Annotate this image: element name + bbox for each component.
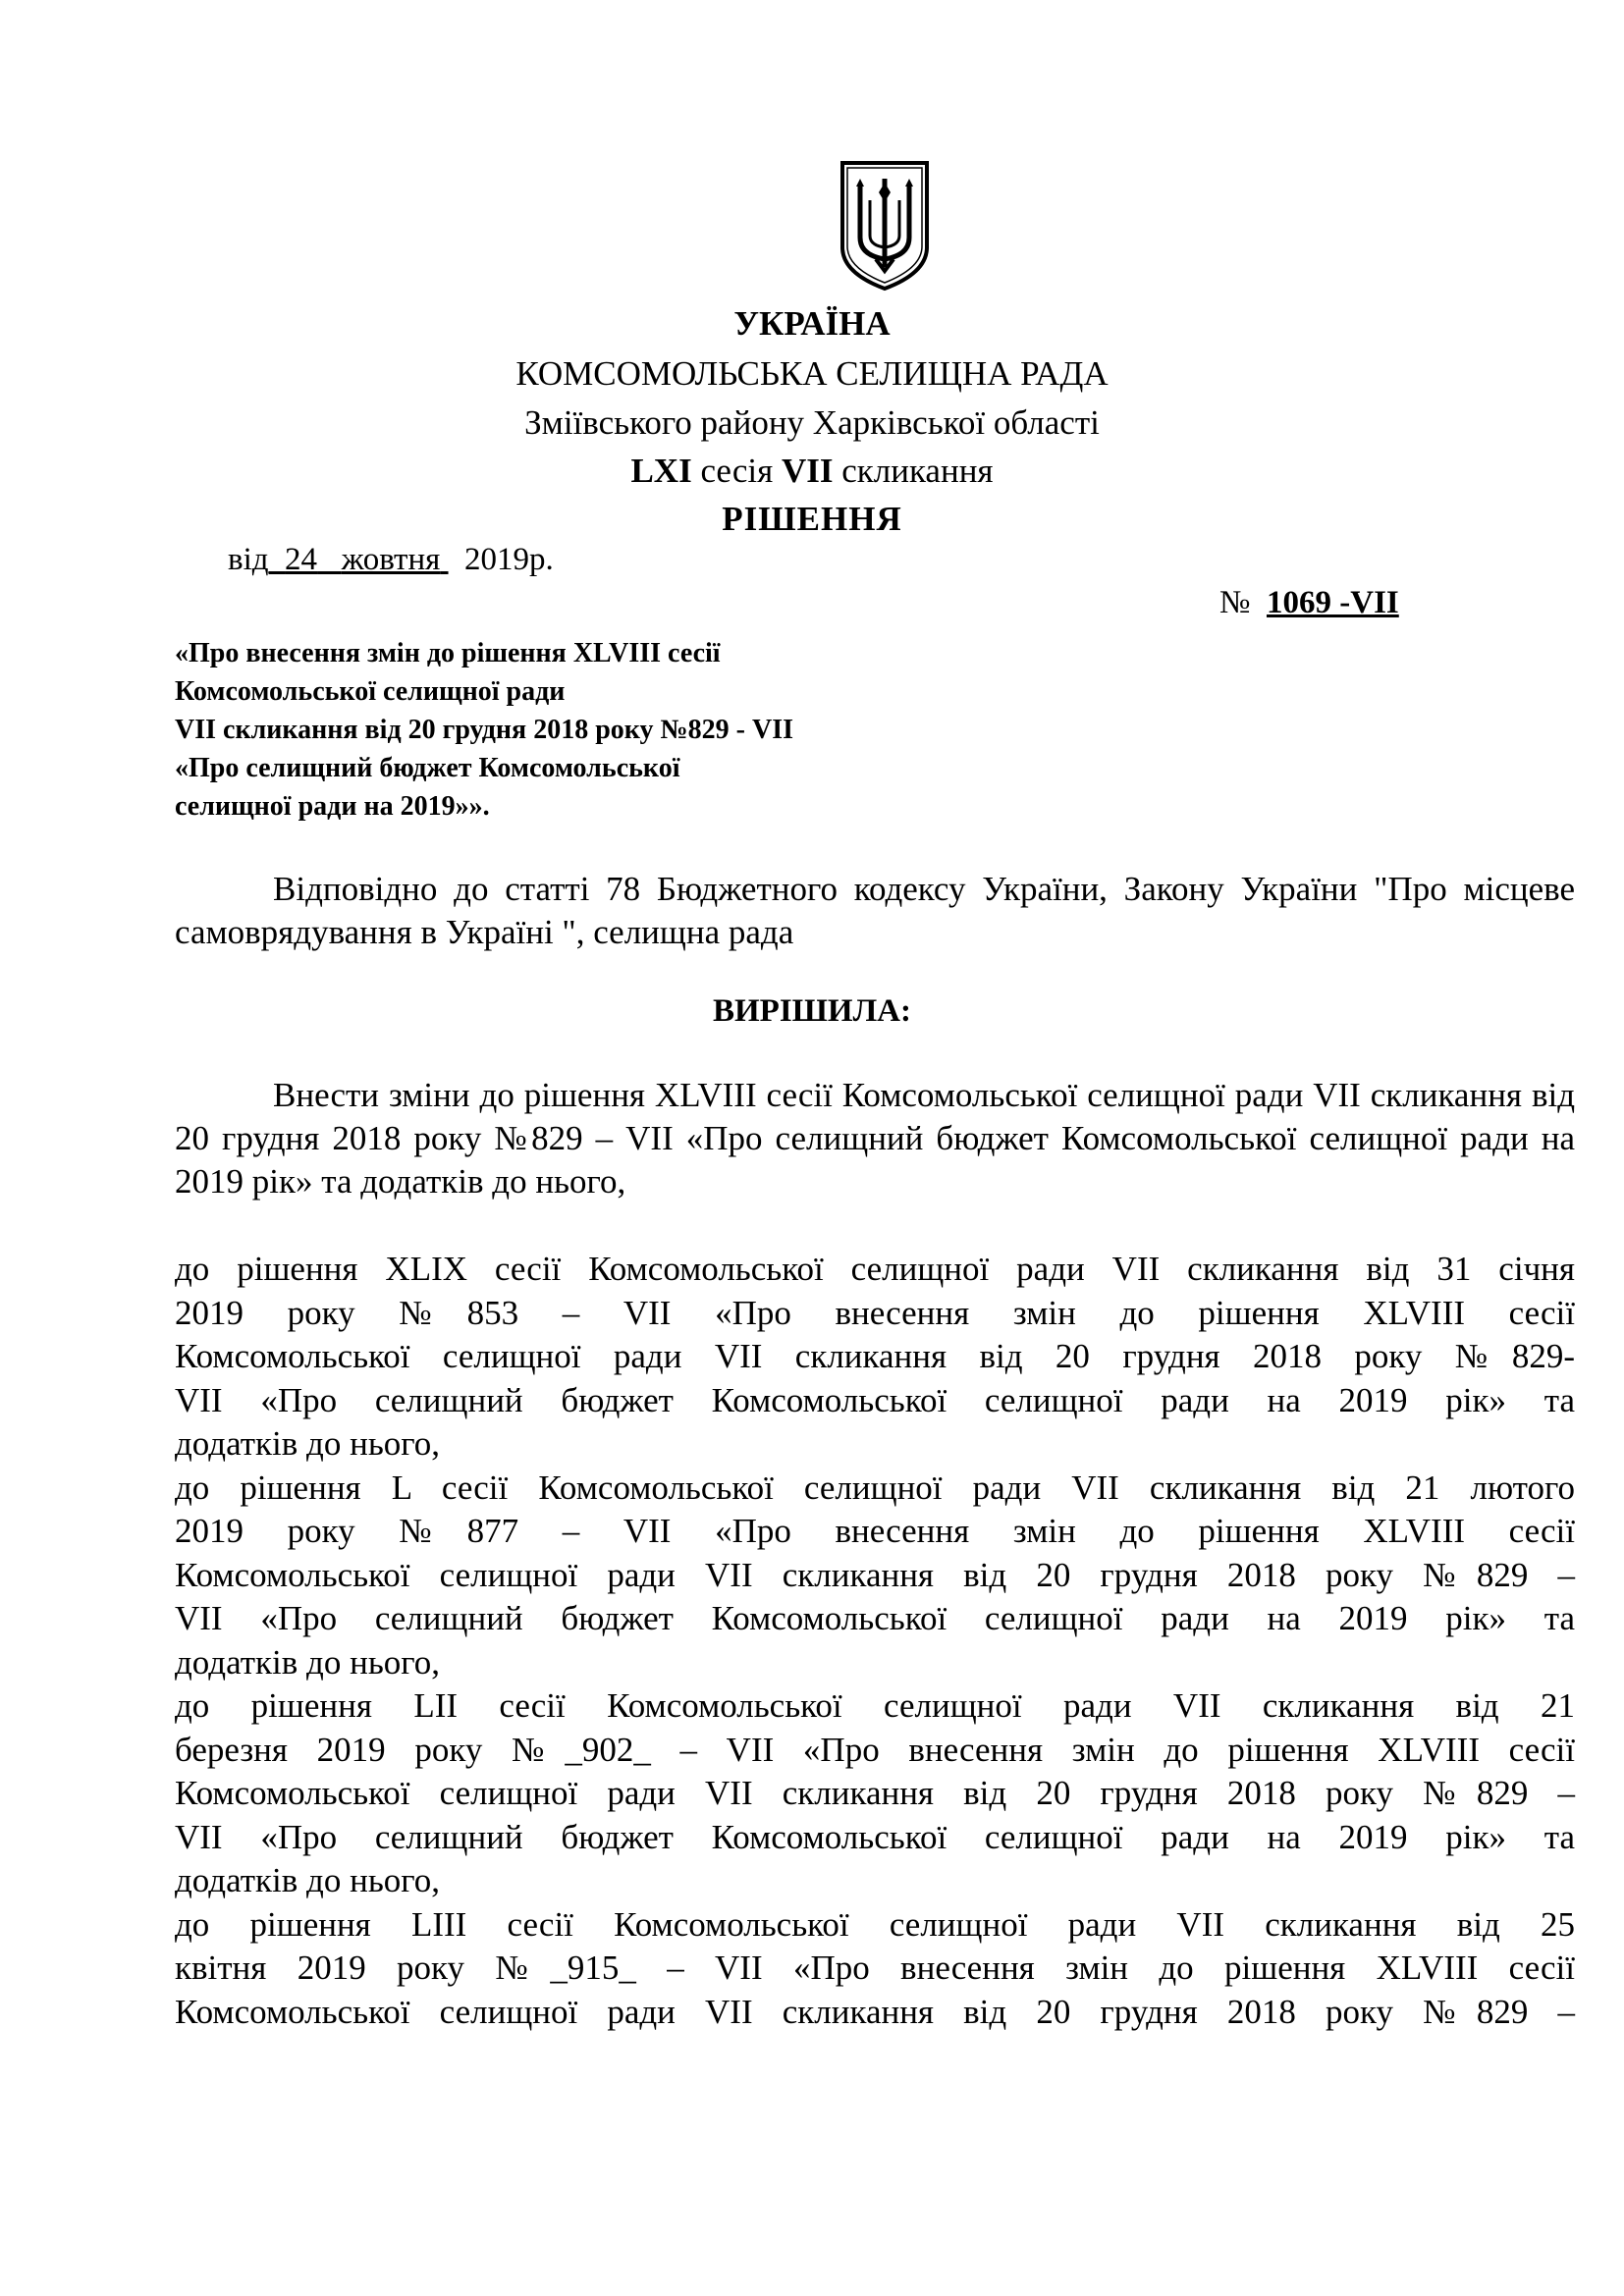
date-year: 2019р. (464, 542, 554, 577)
decision-date (228, 538, 554, 581)
reference-line: Комсомольської селищної ради VII скликання від 20 грудня 2018 року №829 – (175, 1992, 1575, 2031)
reference-list (175, 1248, 1575, 2034)
reference-line: Комсомольської селищної ради VII скликання від 20 грудня 2018 року №829- (175, 1337, 1575, 1375)
reference-line: до рішення LIII сесії Комсомольської селищної ради VII скликання від 25 (175, 1904, 1575, 1944)
reference-line: VII «Про селищний бюджет Комсомольської селищної ради на 2019 рік» та (175, 1380, 1575, 1419)
reference-line: Комсомольської селищної ради VII скликання від 20 грудня 2018 року №829 – (175, 1774, 1575, 1812)
decision-number (1219, 581, 1399, 624)
council-title: КОМСОМОЛЬСЬКА СЕЛИЩНА РАДА (515, 354, 1109, 393)
convocation-word: скликання (833, 452, 994, 490)
resolve-heading: ВИРІШИЛА: (713, 993, 911, 1029)
subject-line: «Про внесення змін до рішення XLVIII сесії (175, 638, 721, 668)
reference-line: до рішення L сесії Комсомольської селищної ради VII скликання від 21 лютого (175, 1468, 1575, 1507)
date-month: жовтня (341, 542, 441, 577)
session-number: LXI (630, 452, 692, 490)
reference-line: 2019 року №853 – VII «Про внесення змін до рішення XLVIII сесії (175, 1293, 1575, 1332)
reference-line: додатків до нього, (175, 1424, 441, 1463)
reference-line: додатків до нього, (175, 1861, 441, 1899)
country-title: УКРАЇНА (733, 304, 891, 343)
subject-line: селищної ради на 2019»». (175, 791, 490, 822)
date-day: 24 (285, 542, 318, 577)
reference-line: додатків до нього, (175, 1642, 441, 1682)
reference-line: 2019 року №877 – VII «Про внесення змін до рішення XLVIII сесії (175, 1512, 1575, 1550)
reference-line: до рішення XLIX сесії Комсомольської селищної ради VII скликання від 31 січня (175, 1250, 1575, 1288)
number-value: 1069 -VII (1267, 585, 1399, 620)
subject-line: «Про селищний бюджет Комсомольської (175, 753, 680, 783)
decision-subject (175, 634, 1058, 826)
date-prefix: від (228, 542, 269, 577)
reference-line: Комсомольської селищної ради VII скликання від 20 грудня 2018 року №829 – (175, 1555, 1575, 1594)
subject-line: VII скликання від 20 грудня 2018 року №829 - VII (175, 715, 793, 745)
reference-line: до рішення LII сесії Комсомольської селищної ради VII скликання від 21 (175, 1686, 1575, 1725)
convocation-number: VII (781, 452, 834, 490)
subject-line: Комсомольської селищної ради (175, 676, 566, 707)
reference-line: VII «Про селищний бюджет Комсомольської селищної ради на 2019 рік» та (175, 1817, 1575, 1856)
document-type: РІШЕННЯ (722, 500, 902, 538)
coat-of-arms-trident-icon (837, 157, 933, 294)
reference-line: квітня 2019 року №_915_ – VII «Про внесення змін до рішення XLVIII сесії (175, 1949, 1575, 1987)
district-line: Зміївського району Харківської області (524, 403, 1100, 442)
main-paragraph: Внести зміни до рішення XLVIII сесії Комсомольської селищної ради VII скликання від 20 грудня 2018 року №829 – VII «Про селищний бюджет Комсомольської селищної ради на 2019 рік» та додатків до нього, (175, 1076, 1575, 1201)
reference-line: березня 2019 року №_902_ – VII «Про внесення змін до рішення XLVIII сесії (175, 1730, 1575, 1769)
number-sign: № (1219, 585, 1251, 620)
reference-line: VII «Про селищний бюджет Комсомольської селищної ради на 2019 рік» та (175, 1599, 1575, 1637)
session-line (0, 447, 1624, 496)
session-word: сесія (691, 452, 782, 490)
preamble-paragraph: Відповідно до статті 78 Бюджетного кодексу України, Закону України "Про місцеве самоврядування в Україні ", селищна рада (175, 870, 1575, 951)
date-underlined: _24 жовтня (268, 542, 441, 577)
